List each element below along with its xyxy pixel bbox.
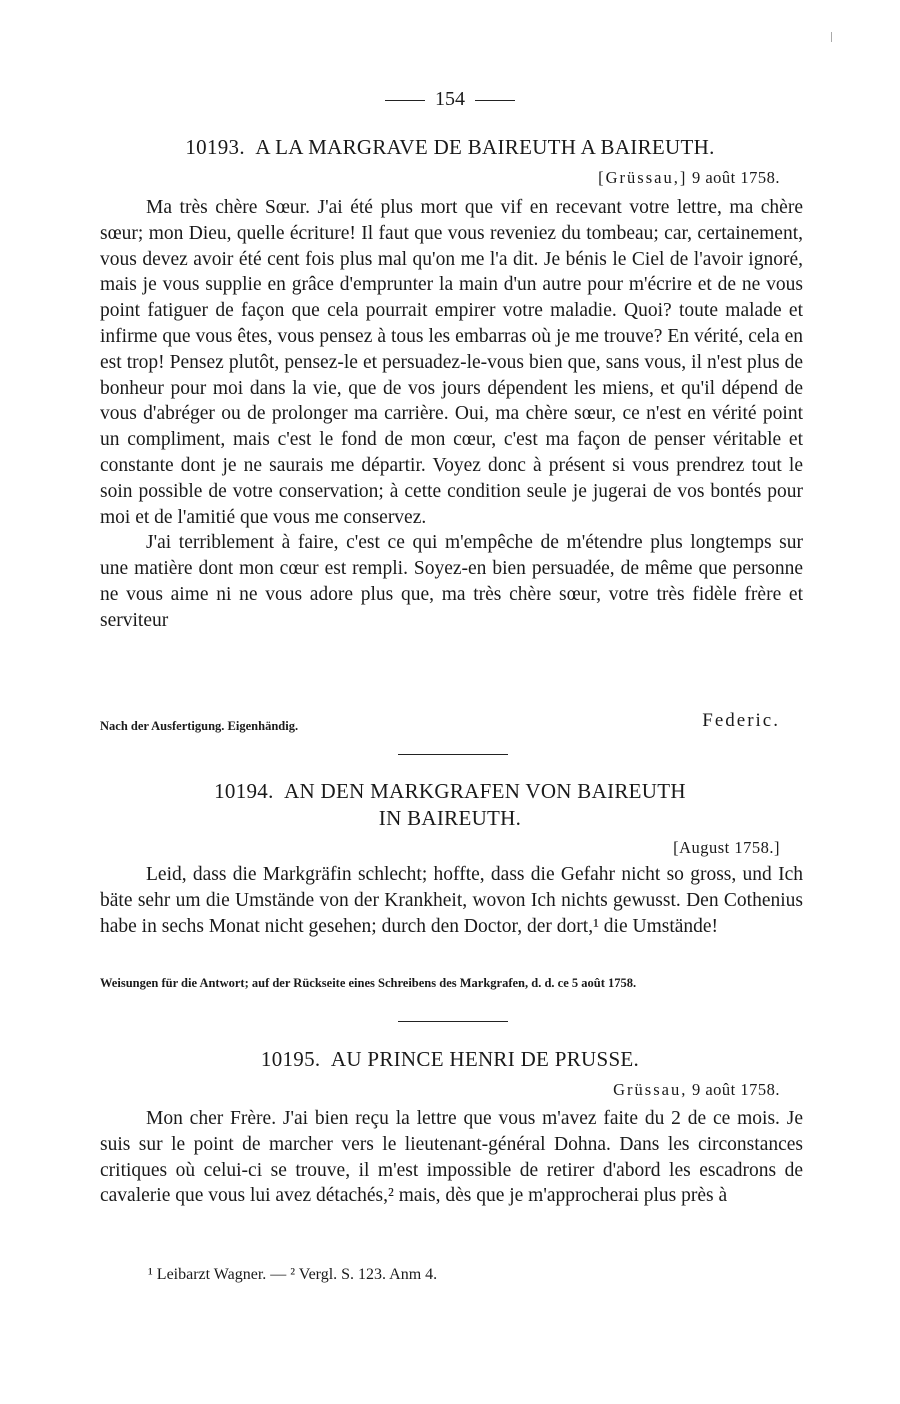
section-divider — [398, 754, 508, 755]
letter-heading-10194 — [100, 778, 800, 832]
letter-title-line2: IN BAIREUTH. — [378, 806, 522, 830]
section-divider — [398, 1021, 508, 1022]
letter-body-10193 — [100, 195, 803, 634]
page-number: 154 — [0, 88, 900, 111]
letter-heading-10193 — [100, 134, 800, 161]
letter-date-10193: [Grüssau,] 9 août 1758. — [598, 168, 780, 187]
letter-date-10195: Grüssau, 9 août 1758. — [613, 1080, 780, 1099]
scan-mark — [831, 32, 832, 42]
source-note-10193: Nach der Ausfertigung. Eigenhändig. — [100, 719, 299, 733]
letter-title: A LA MARGRAVE DE BAIREUTH A BAIREUTH. — [255, 135, 715, 159]
footnotes: ¹ Leibarzt Wagner. — ² Vergl. S. 123. Anm 4. — [148, 1266, 438, 1283]
paragraph: Ma très chère Sœur. J'ai été plus mort que vif en recevant votre lettre, ma chère sœur; mon Dieu, quelle écriture! Il faut que vous reveniez du tombeau; car, certainement, vous devez avoir été cent fois plus mal qu'on me l'a dit. Je bénis le Ciel de l'avoir ignoré, mais je vous supplie en grâce d'emprunter la main d'un autre pour m'écrire et de ne vous point fatiguer de façon que cela pourrait empirer votre maladie. Quoi? toute malade et infirme que vous êtes, vous pensez à tous les embarras où je me trouve? En vérité, cela en est trop! Pensez plutôt, pensez-le et persuadez-le-vous bien que, sans vous, il n'est plus de bonheur pour moi dans la vie, que de vos jours dépendent les miens, et qu'il dépend de vous d'abréger ou de prolonger ma carrière. Oui, ma chère sœur, ce n'est en vérité point un compliment, mais c'est le fond de mon cœur, c'est ma façon de penser véritable et constante dont je ne saurais me départir. Voyez donc à présent si vous prendrez tout le soin possible de votre conservation; à cette condition seule je jugerai de vos bontés pour moi et de l'amitié que vous me conservez. — [100, 197, 803, 528]
paragraph: J'ai terriblement à faire, c'est ce qui m'empêche de m'étendre plus longtemps sur une matière dont mon cœur est rempli. Soyez-en bien persuadée, de même que personne ne vous aime ni ne vous adore plus que, ma très chère sœur, votre très fidèle frère et serviteur — [100, 532, 803, 631]
paragraph: Leid, dass die Markgräfin schlecht; hoffte, dass die Gefahr nicht so gross, und Ich bäte sehr um die Umstände von der Krankheit, wovon Ich nichts gewusst. Den Cothenius habe in sechs Monat nicht gesehen; durch den Doctor, der dort,¹ die Umstände! — [100, 864, 803, 937]
signature: Federic. — [702, 710, 780, 731]
letter-body-10194 — [100, 862, 803, 939]
source-note-10194: Weisungen für die Antwort; auf der Rückseite eines Schreibens des Markgrafen, d. d. ce 5 août 1758. — [100, 976, 637, 990]
letter-number: 10194. — [214, 779, 274, 803]
letter-number: 10193. — [185, 135, 245, 159]
letter-title: AN DEN MARKGRAFEN VON BAIREUTH — [284, 779, 686, 803]
letter-date-10194: [August 1758.] — [673, 838, 780, 857]
letter-heading-10195 — [100, 1046, 800, 1073]
letter-title: AU PRINCE HENRI DE PRUSSE. — [330, 1047, 640, 1071]
letter-body-10195 — [100, 1106, 803, 1209]
paragraph: Mon cher Frère. J'ai bien reçu la lettre que vous m'avez faite du 2 de ce mois. Je suis sur le point de marcher vers le lieutenant-général Dohna. Dans les circonstances critiques où celui-ci se trouve, il m'est impossible de retirer d'abord les escadrons de cavalerie que vous lui avez détachés,² mais, dès que je m'approcherai plus près à — [100, 1108, 803, 1207]
letter-number: 10195. — [260, 1047, 321, 1071]
